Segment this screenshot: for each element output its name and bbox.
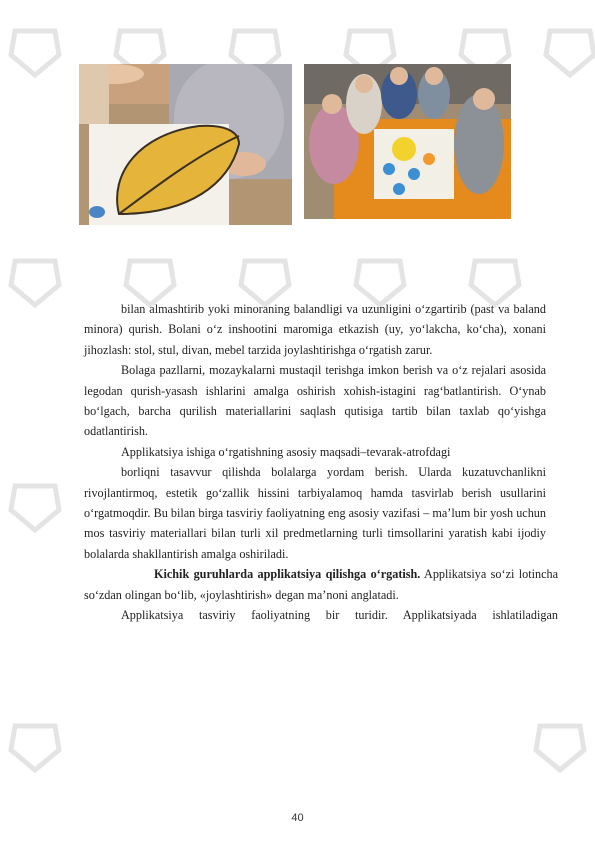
- paragraph-2: Bolaga pazllarni, mozaykalarni mustaqil terishga imkon berish va o‘z rejalari asosida legodan qurish-yasash ishlarini amalga oshirish xohish-istagini rag‘batlantirish. O‘ynab bo‘lgach, barcha qurilish materiallarini saqlash qutisiga tartib bilan taxlab qo‘yishga odatlantirish.: [84, 363, 546, 439]
- section-heading: Kichik guruhlarda applikatsiya qilishga o‘rgatish.: [154, 567, 421, 582]
- paragraph-4: borliqni tasavvur qilishda bolalarga yordam berish. Ularda kuzatuvchanlikni rivojlantirmoq, estetik go‘zallik hissini tarbiyalamoq hamda tasvirlab berish usullarini o‘rgatmoqdir. Bu bilan birga tasviriy faoliyatning eng asosiy vazifasi – ma’lum bir yosh uchun mos tasviriy materiallari bilan turli xil predmetlarning turli timsollarini yaratish kabi ijodiy bolalarda shakllantirish amalga oshiriladi.: [84, 465, 546, 561]
- applique-leaf-photo: [79, 64, 292, 225]
- paragraph-3: Applikatsiya ishiga o‘rgatishning asosiy maqsadi–tevarak-atrofdagi: [121, 444, 451, 459]
- watermark-icon: [5, 255, 65, 309]
- watermark-icon: [5, 720, 65, 774]
- paragraph-1: bilan almashtirib yoki minoraning balandligi va uzunligini o‘zgartirib (past va baland minora) qurish. Bolani o‘z inshootini maromiga etkazish (uy, yo‘lakcha, ko‘cha), xonani jihozlash: stol, stul, divan, mebel tarzida joylashtirishga o‘rgatish zarur.: [84, 302, 546, 357]
- watermark-icon: [5, 25, 65, 79]
- body-text: [84, 299, 558, 626]
- watermark-icon: [5, 480, 65, 534]
- section-text: Applikatsiya so‘zi lotincha so‘zdan olingan bo‘lib, «joylashtirish» degan ma’noni anglatadi.: [84, 567, 558, 602]
- page-number: 40: [291, 812, 304, 824]
- watermark-icon: [530, 720, 590, 774]
- section-paragraph: [84, 564, 558, 605]
- paragraph-last: Applikatsiya tasviriy faoliyatning bir turidir. Applikatsiyada ishlatiladigan: [121, 608, 558, 623]
- watermark-icon: [540, 25, 595, 79]
- children-table-photo: [304, 64, 511, 219]
